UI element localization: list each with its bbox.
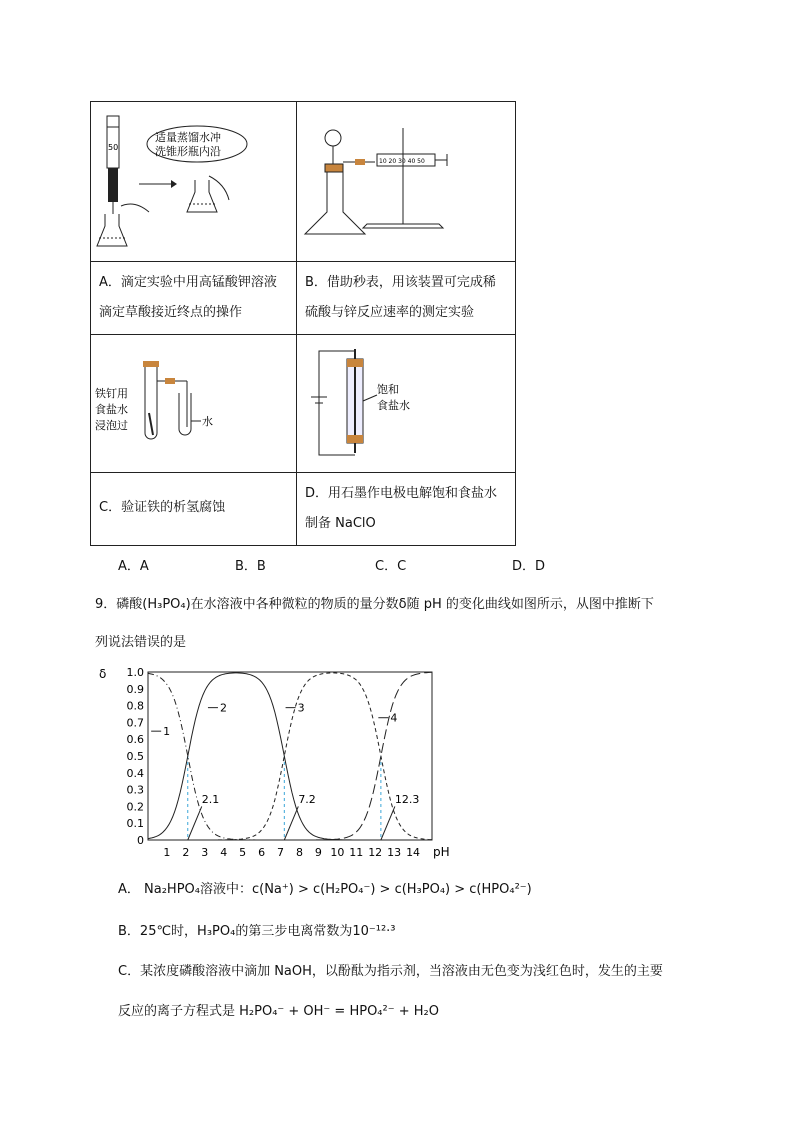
x-tick-label: 13 xyxy=(387,846,402,859)
curve-po4 xyxy=(148,672,432,840)
x-tick-label: 12 xyxy=(368,846,383,859)
y-tick-label: 0.6 xyxy=(126,733,144,747)
caption-a-line1: A．滴定实验中用高锰酸钾溶液 xyxy=(99,275,277,290)
c-label-3: 浸泡过 xyxy=(95,419,128,432)
pka-leader xyxy=(188,806,202,840)
caption-b-line2: 硫酸与锌反应速率的测定实验 xyxy=(305,305,475,320)
pka-annotation: 7.2 xyxy=(298,793,316,807)
c-label-2: 食盐水 xyxy=(95,403,128,416)
cell-d-caption xyxy=(297,473,516,546)
curve-h2po4 xyxy=(148,673,432,840)
y-tick-label: 0.9 xyxy=(126,682,144,696)
cell-c-figure xyxy=(91,335,297,473)
q8-option-a[interactable]: A．A xyxy=(118,559,149,574)
bubble-text-2: 洗锥形瓶内沿 xyxy=(155,145,221,158)
cell-a-figure xyxy=(91,102,297,262)
corrosion-figure xyxy=(91,335,296,468)
y-tick-label: 0.1 xyxy=(126,817,144,831)
q8-option-c[interactable]: C．C xyxy=(375,559,407,574)
caption-a-line2: 滴定草酸接近终点的操作 xyxy=(99,305,243,320)
pka-leader xyxy=(381,806,395,840)
caption-d-line2: 制备 NaClO xyxy=(305,516,376,531)
pka-annotation: 12.3 xyxy=(394,793,420,807)
x-tick-label: 2 xyxy=(182,846,190,859)
x-tick-label: 3 xyxy=(201,846,209,859)
curve-label: 2 xyxy=(219,701,227,715)
y-tick-label: 0.8 xyxy=(126,699,144,713)
x-ticks xyxy=(163,846,420,859)
q9-option-b[interactable]: B．25℃时，H₃PO₄的第三步电离常数为10⁻¹²·³ xyxy=(118,924,396,939)
q9-option-a[interactable]: A． Na₂HPO₄溶液中：c(Na⁺) > c(H₂PO₄⁻) > c(H₃PO₄) > c(HPO₄²⁻) xyxy=(118,882,532,897)
x-tick-label: 6 xyxy=(258,846,266,859)
x-tick-label: 11 xyxy=(349,846,364,859)
electrolysis-figure xyxy=(297,335,515,468)
x-tick-label: 5 xyxy=(239,846,247,859)
curve-label: 4 xyxy=(390,711,398,725)
q9-line1: 9．磷酸(H₃PO₄)在水溶液中各种微粒的物质的量分数δ随 pH 的变化曲线如图所示，从图中推断下 xyxy=(95,597,654,612)
y-tick-label: 0.3 xyxy=(126,783,144,797)
caption-d-line1: D．用石墨作电极电解饱和食盐水 xyxy=(305,486,498,501)
q9-stem xyxy=(95,590,735,658)
x-tick-label: 4 xyxy=(220,846,228,859)
y-tick-label: 0 xyxy=(137,834,144,847)
plot-frame xyxy=(148,672,432,840)
y-tick-label: 0.7 xyxy=(126,716,144,730)
y-axis-label: δ xyxy=(99,667,107,681)
q9-option-c-line2: 反应的离子方程式是 H₂PO₄⁻ + OH⁻ = HPO₄²⁻ + H₂O xyxy=(118,1004,439,1019)
pka-annotation: 2.1 xyxy=(201,793,220,807)
x-tick-label: 10 xyxy=(330,846,345,859)
q9-option-c-line1[interactable]: C．某浓度磷酸溶液中滴加 NaOH，以酚酞为指示剂，当溶液由无色变为浅红色时，发生的主要 xyxy=(118,964,663,979)
x-axis-label: pH xyxy=(433,845,450,859)
q8-option-d[interactable]: D．D xyxy=(512,559,546,574)
titration-figure xyxy=(91,102,296,257)
c-label-water: 水 xyxy=(202,415,213,428)
cell-b-figure xyxy=(297,102,516,262)
c-label-1: 铁钉用 xyxy=(95,387,128,400)
bubble-text-1: 适量蒸馏水冲 xyxy=(155,131,221,144)
x-tick-label: 7 xyxy=(277,846,285,859)
y-tick-label: 0.5 xyxy=(126,750,144,763)
y-ticks xyxy=(127,666,145,847)
experiment-table xyxy=(90,101,516,546)
y-tick-label: 0.4 xyxy=(126,766,144,780)
x-tick-label: 14 xyxy=(406,846,421,859)
q9-line2: 列说法错误的是 xyxy=(95,635,187,650)
pka-leader xyxy=(284,806,298,840)
burette-mark: 50 xyxy=(108,143,119,152)
cell-d-figure xyxy=(297,335,516,473)
caption-b-line1: B．借助秒表，用该装置可完成稀 xyxy=(305,275,496,290)
d-label-1: 饱和 xyxy=(377,383,399,396)
curve-hpo4 xyxy=(148,673,432,840)
speciation-chart xyxy=(95,662,450,862)
rate-apparatus-figure xyxy=(297,102,515,257)
cell-b-caption xyxy=(297,262,516,335)
q8-option-b[interactable]: B．B xyxy=(235,559,266,574)
x-tick-label: 1 xyxy=(163,846,171,859)
curve-label: 3 xyxy=(297,701,305,715)
y-tick-label: 1.0 xyxy=(126,666,144,679)
d-label-2: 食盐水 xyxy=(377,399,410,412)
y-tick-label: 0.2 xyxy=(126,800,144,814)
cell-a-caption xyxy=(91,262,297,335)
caption-c: C．验证铁的析氢腐蚀 xyxy=(99,500,226,515)
curve-labels xyxy=(151,702,419,840)
curve-h3po4 xyxy=(148,673,432,840)
curve-label: 1 xyxy=(163,725,171,739)
cell-c-caption xyxy=(91,473,297,546)
x-tick-label: 8 xyxy=(295,846,303,859)
syringe-scale: 10 20 30 40 50 xyxy=(379,158,425,165)
x-tick-label: 9 xyxy=(314,846,322,859)
